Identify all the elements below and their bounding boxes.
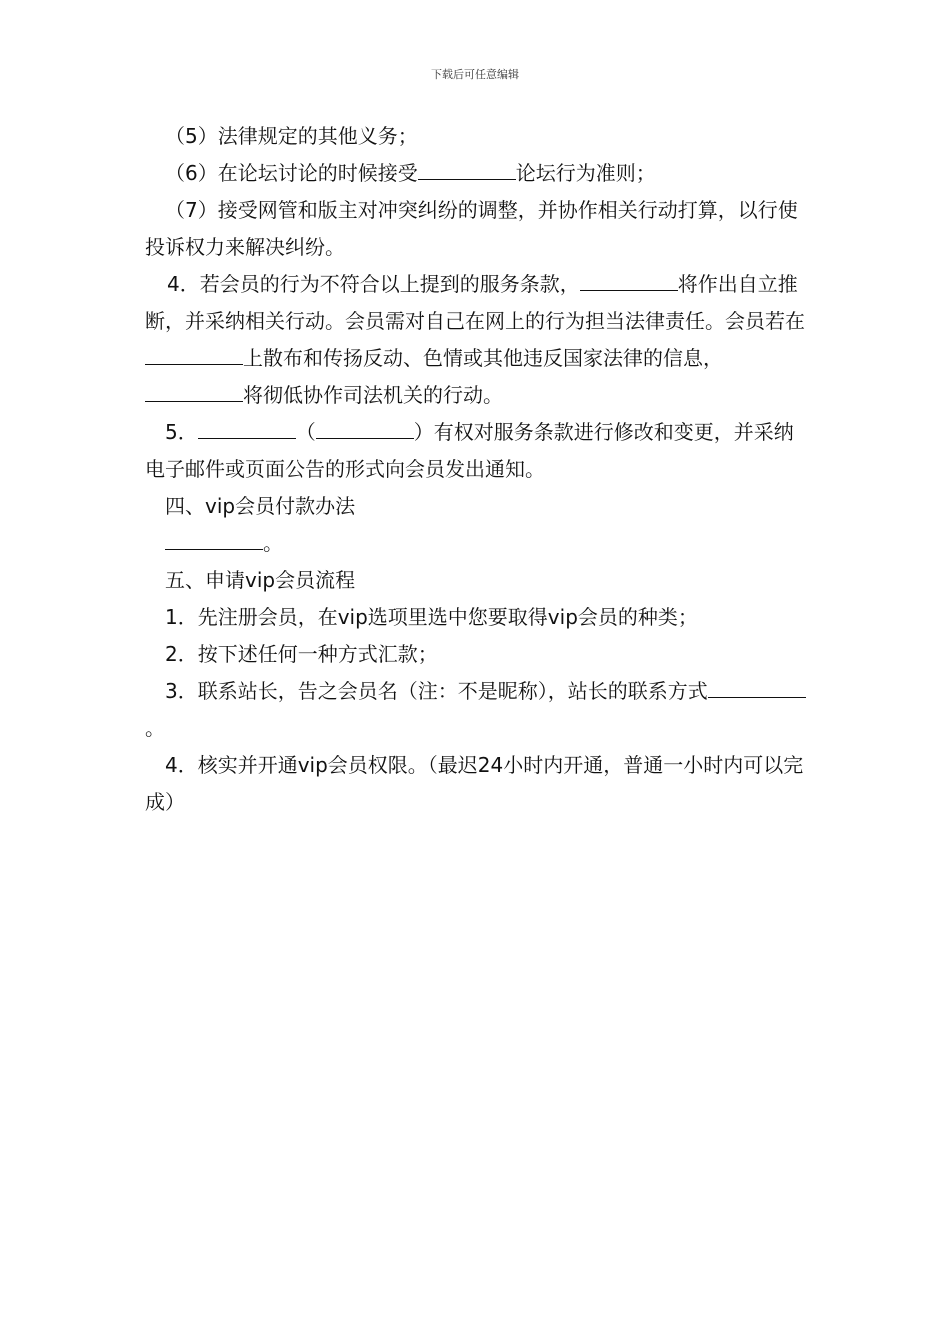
list-item-step-2 bbox=[145, 636, 810, 673]
paragraph-payment-blank bbox=[145, 525, 810, 562]
paragraph-text: （7）接受网管和版主对冲突纠纷的调整，并协作相关行动打算，以行使投诉权力来解决纠纷。 bbox=[145, 198, 798, 259]
paragraph-text: 2．按下述任何一种方式汇款； bbox=[165, 642, 438, 666]
fill-blank bbox=[145, 342, 243, 365]
paragraph-obligation-5 bbox=[145, 118, 810, 155]
paragraph-text: 将作出自立推断，并采纳相关行动。会员需对自己在网上的行为担当法律责任。会员若在 bbox=[145, 272, 805, 333]
page-header: 下载后可任意编辑 bbox=[431, 68, 519, 81]
paragraph-obligation-7 bbox=[145, 192, 810, 266]
paragraph-clause-4 bbox=[145, 266, 810, 414]
heading-text: 四、vip会员付款办法 bbox=[165, 494, 356, 518]
paragraph-text: （5）法律规定的其他义务； bbox=[165, 124, 418, 148]
paragraph-text: 将彻低协作司法机关的行动。 bbox=[243, 383, 503, 407]
paragraph-text: 4．若会员的行为不符合以上提到的服务条款， bbox=[167, 272, 580, 296]
paragraph-text: 5． bbox=[165, 420, 198, 444]
heading-text: 五、申请vip会员流程 bbox=[165, 568, 356, 592]
fill-blank bbox=[198, 416, 296, 439]
fill-blank bbox=[580, 268, 678, 291]
paragraph-obligation-6 bbox=[145, 155, 810, 192]
paragraph-text: （ bbox=[295, 420, 316, 444]
paragraph-text: 4．核实并开通vip会员权限。（最迟24小时内开通，普通一小时内可以完成） bbox=[145, 753, 804, 814]
paragraph-text: （6）在论坛讨论的时候接受 bbox=[165, 161, 418, 185]
fill-blank bbox=[145, 379, 243, 402]
document-body bbox=[145, 118, 810, 821]
fill-blank bbox=[418, 157, 516, 180]
fill-blank bbox=[708, 675, 728, 698]
paragraph-clause-5 bbox=[145, 414, 810, 488]
fill-blank bbox=[728, 675, 806, 698]
paragraph-text: 。 bbox=[263, 531, 283, 555]
paragraph-text: 1．先注册会员，在vip选项里选中您要取得vip会员的种类； bbox=[165, 605, 698, 629]
list-item-step-1 bbox=[145, 599, 810, 636]
paragraph-text: ）有权对服务条款进行修改和变更，并采纳电子邮件或页面公告的形式向会员发出通知。 bbox=[145, 420, 794, 481]
section-heading-4 bbox=[145, 488, 810, 525]
paragraph-text: 上散布和传扬反动、色情或其他违反国家法律的信息， bbox=[243, 346, 723, 370]
section-heading-5 bbox=[145, 562, 810, 599]
paragraph-text: 3．联系站长，告之会员名（注：不是昵称），站长的联系方式 bbox=[165, 679, 708, 703]
list-item-step-4 bbox=[145, 747, 810, 821]
fill-blank bbox=[316, 416, 414, 439]
paragraph-text: 。 bbox=[145, 716, 165, 740]
paragraph-text: 论坛行为准则； bbox=[515, 161, 656, 185]
list-item-step-3 bbox=[145, 673, 810, 747]
fill-blank bbox=[165, 527, 263, 550]
